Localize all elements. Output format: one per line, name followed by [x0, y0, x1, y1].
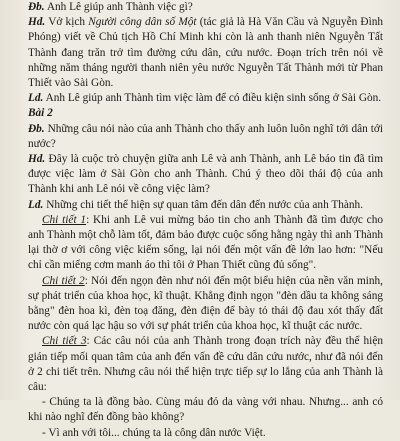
label-ld: Ld.: [28, 92, 44, 105]
paragraph-hint-1: [28, 15, 383, 91]
paragraph-detail-3: [28, 334, 383, 395]
paragraph-quote-1: - Chúng ta là đồng bào. Cùng máu đỏ da vàng với nhau. Nhưng... anh có khi nào nghĩ đến đồng bào không?: [28, 396, 383, 424]
label-hd: Hd.: [28, 153, 46, 166]
label-detail-3: Chi tiết 3: [42, 335, 87, 348]
text: (tác giả là Hà Văn Cầu và Nguyễn Đình Phóng) viết về Chủ tịch Hồ Chí Minh khi còn là anh thanh niên Nguyễn Tất Thành đang trăn trở tìm đường cứu dân, cứu nước. Đoạn trích trên nói về những năm tháng người thanh niên yêu nước Nguyễn Tất Thành mới từ Phan Thiết vào Sài Gòn.: [28, 16, 384, 90]
text: Những chi tiết thể hiện sự quan tâm đến dân đến nước của anh Thành.: [46, 198, 364, 211]
label-ld: Ld.: [28, 198, 44, 211]
play-title: Người công dân số Một: [88, 16, 197, 29]
paragraph-question-2: [28, 122, 383, 152]
text: Những câu nói nào của anh Thành cho thấy anh luôn luôn nghĩ tới dân tới nước?: [28, 122, 383, 150]
text: : Nói đến ngọn đèn như nói đến một biểu hiện của nền văn minh, sự phát triển của khoa học, kĩ thuật. Khẳng định ngọn "đèn dầu ta không sáng bằng" đèn hoa kì, đèn toạ đăng, đèn điện để bày tỏ thái độ đau xót thấy đất nước còn quá lạc hậu so với sự phát triển của khoa học, kĩ thuật các nước.: [28, 274, 383, 333]
label-detail-1: Chi tiết 1: [42, 213, 87, 226]
text: : Các câu nói của anh Thành trong đoạn trích này đều thể hiện gián tiếp mối quan tâm của anh đến vấn đề cứu dân cứu nước, như đã nói đến ở 2 chi tiết trên. Nhưng câu nói thể hiện trực tiếp sự lo lắng của anh Thành là câu:: [28, 335, 383, 394]
paragraph-detail-1: [28, 213, 383, 274]
paragraph-detail-2: [28, 274, 383, 335]
text: Vở kịch: [48, 16, 89, 29]
paragraph-answer-1: [28, 91, 383, 106]
paragraph-quote-2: - Vì anh với tôi... chúng ta là công dân nước Việt.: [42, 426, 266, 439]
paragraph-answer-2: [28, 198, 383, 213]
label-db: Đb.: [28, 1, 45, 13]
label-db: Đb.: [28, 122, 45, 135]
text: Đây là cuộc trò chuyện giữa anh Lê và anh Thành, anh Lê báo tin đã tìm được việc làm ở Sài Gòn cho anh Thành. Chú ý theo dõi thái độ của anh Thành khi anh Lê nói về công việc làm?: [28, 153, 383, 196]
text: Anh Lê giúp anh Thành tìm việc làm để có điều kiện sinh sống ở Sài Gòn.: [45, 92, 382, 105]
paragraph-question-1: [28, 0, 383, 15]
label-hd: Hd.: [28, 16, 46, 29]
paragraph-hint-2: [28, 152, 383, 198]
label-detail-2: Chi tiết 2: [42, 274, 85, 287]
section-heading-bai-2: Bài 2: [28, 107, 53, 120]
text: Anh Lê giúp anh Thành việc gì?: [46, 1, 193, 13]
text: : Khi anh Lê vui mừng báo tin cho anh Thành đã tìm được cho anh Thành một chỗ làm tốt, đảm bảo được cuộc sống hằng ngày thì anh Thành lại thờ ơ với công việc kiếm sống, lại nói đến một vấn đề lớn lao hơn: "Nếu chỉ cần miếng cơm manh áo thì tôi ở Phan Thiết cũng đủ sống".: [28, 213, 383, 272]
